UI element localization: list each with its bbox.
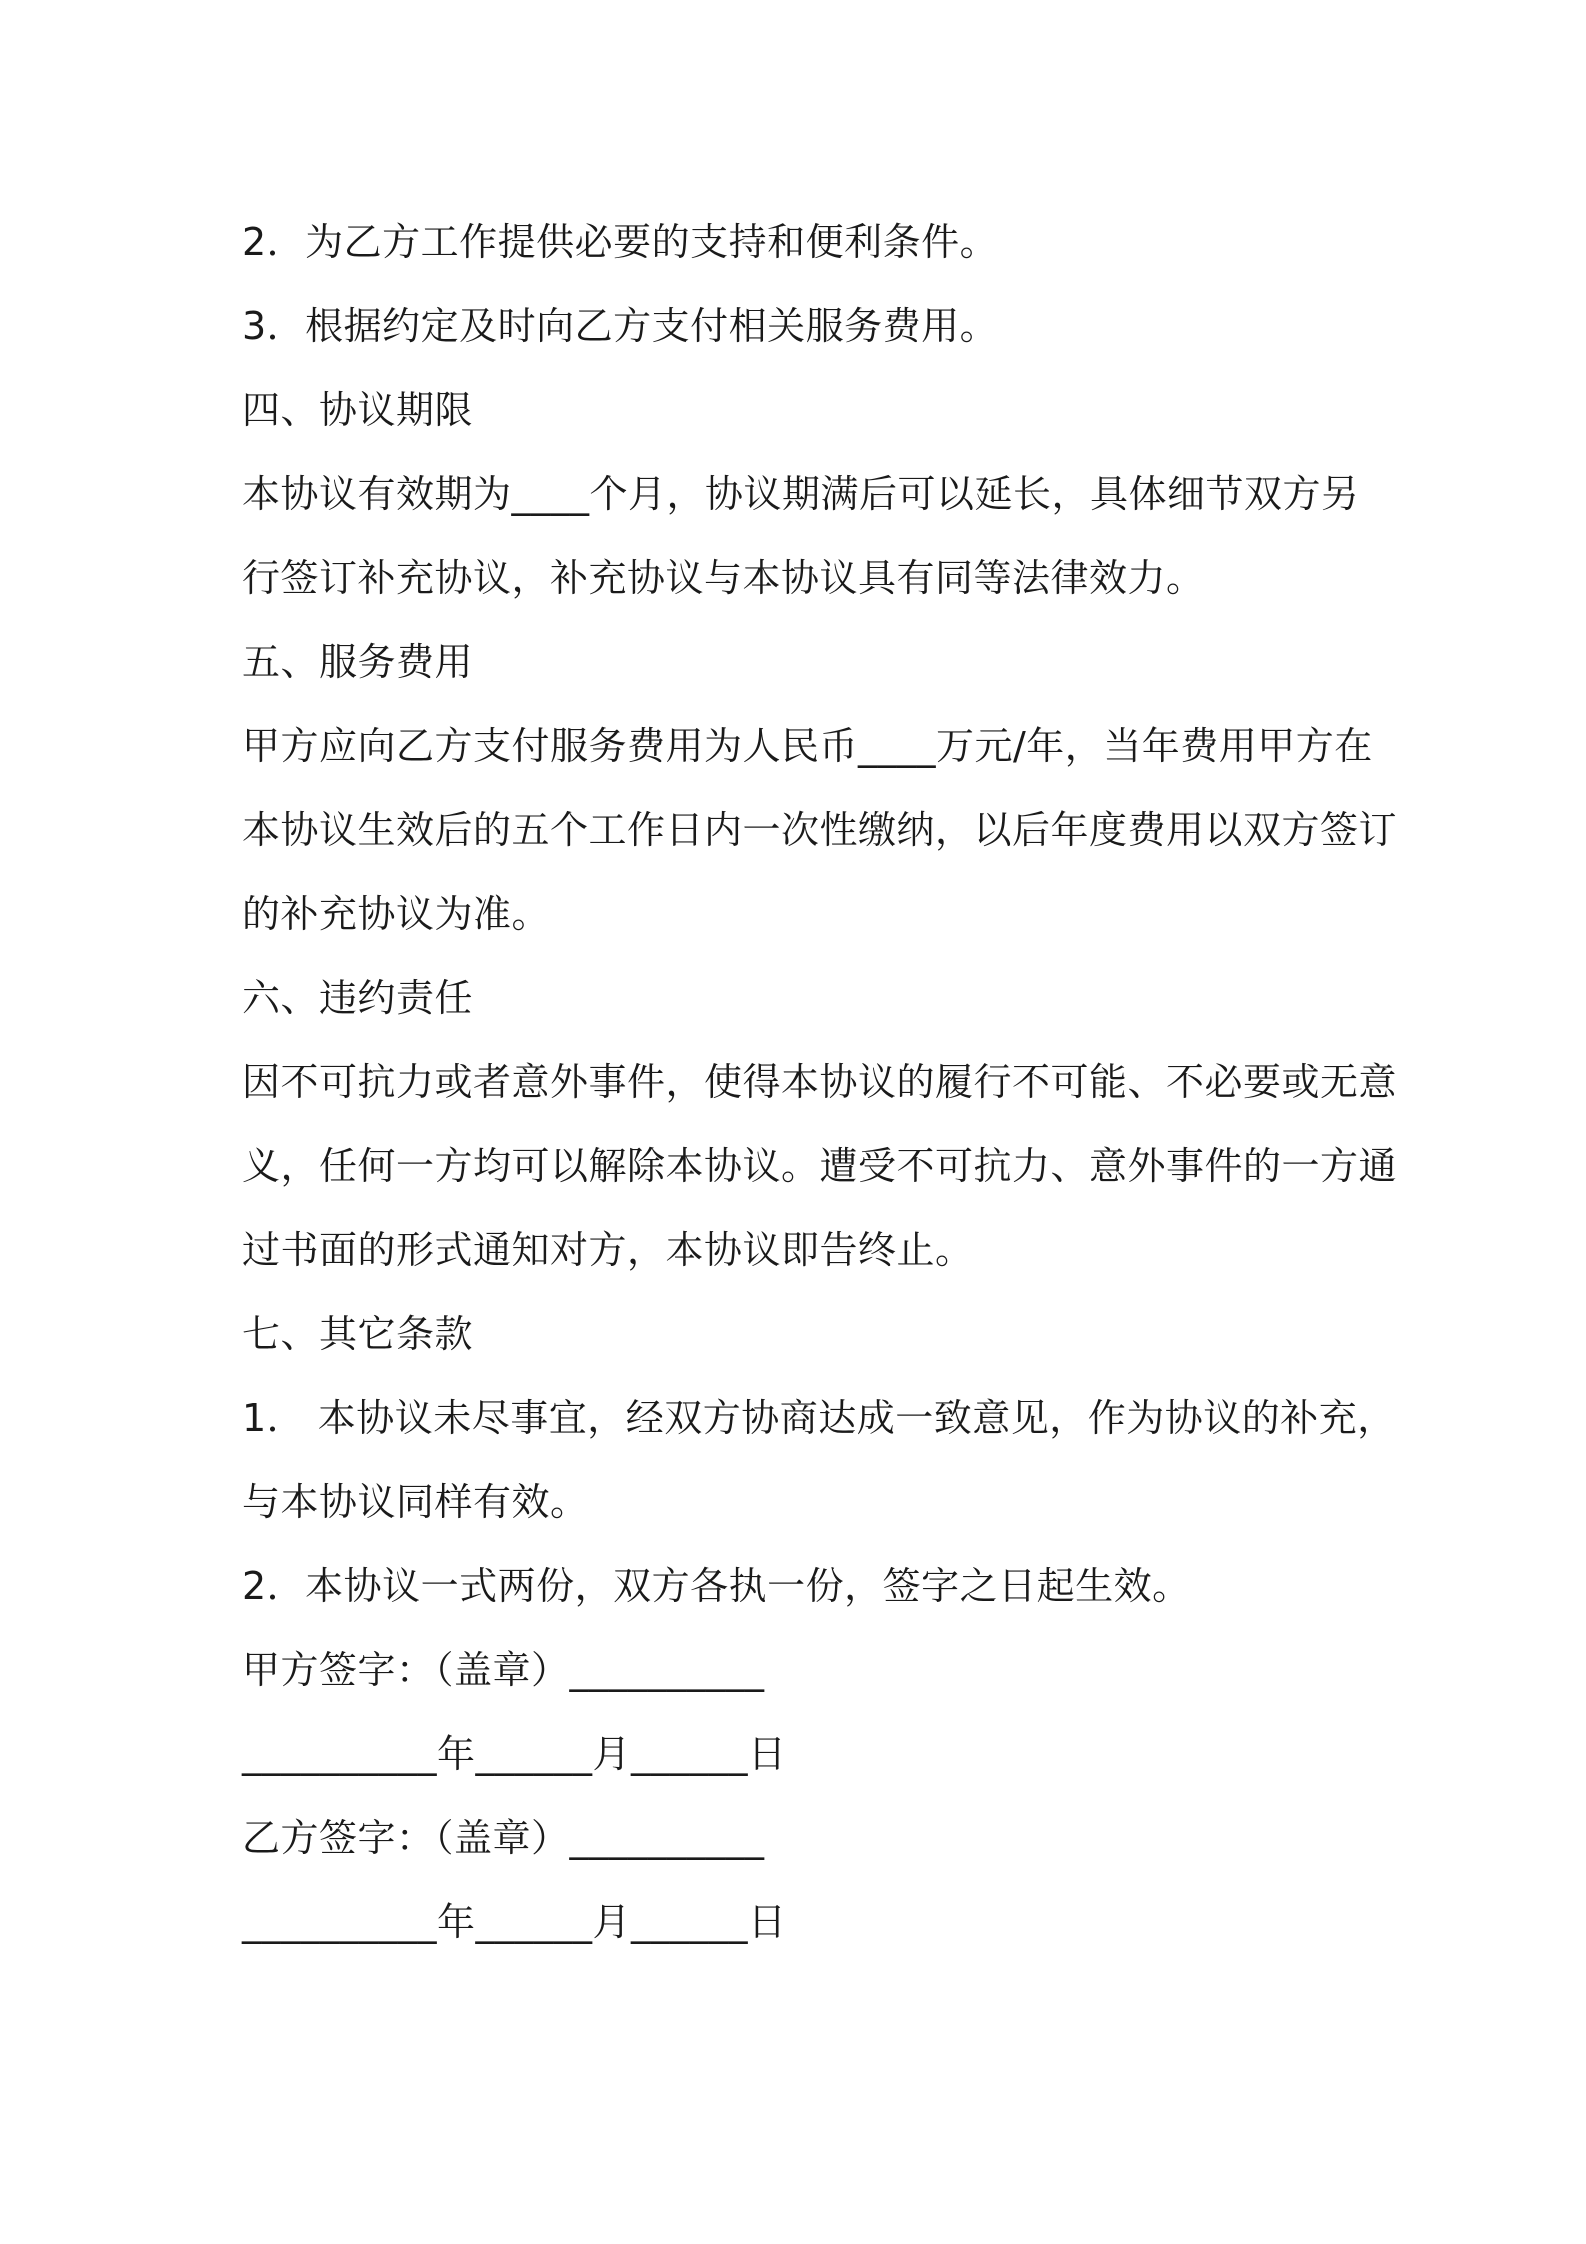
other-item-2: 2．本协议一式两份，双方各执一份，签字之日起生效。 bbox=[242, 1564, 1191, 1608]
fees-paragraph-line-2: 本协议生效后的五个工作日内一次性缴纳，以后年度费用以双方签订 bbox=[242, 808, 1398, 852]
obligation-item-2: 2．为乙方工作提供必要的支持和便利条件。 bbox=[242, 220, 999, 264]
fees-paragraph-line-3: 的补充协议为准。 bbox=[242, 892, 551, 936]
other-item-1-line-2: 与本协议同样有效。 bbox=[242, 1480, 589, 1524]
term-paragraph-line-1: 本协议有效期为____个月，协议期满后可以延长，具体细节双方另 bbox=[242, 472, 1360, 516]
obligation-item-3: 3．根据约定及时向乙方支付相关服务费用。 bbox=[242, 304, 999, 348]
section-heading-fees: 五、服务费用 bbox=[242, 640, 474, 684]
section-heading-other: 七、其它条款 bbox=[242, 1312, 474, 1356]
fees-paragraph-line-1: 甲方应向乙方支付服务费用为人民币____万元/年，当年费用甲方在 bbox=[242, 724, 1373, 768]
term-paragraph-line-2: 行签订补充协议，补充协议与本协议具有同等法律效力。 bbox=[242, 556, 1205, 600]
document-body bbox=[242, 200, 1398, 1964]
liability-paragraph-line-1: 因不可抗力或者意外事件，使得本协议的履行不可能、不必要或无意 bbox=[242, 1060, 1398, 1104]
liability-paragraph-line-2: 义，任何一方均可以解除本协议。遭受不可抗力、意外事件的一方通 bbox=[242, 1144, 1398, 1188]
party-b-signature-line: 乙方签字：（盖章）__________ bbox=[242, 1816, 765, 1860]
other-item-1-line-1: 1． 本协议未尽事宜，经双方协商达成一致意见，作为协议的补充， bbox=[242, 1396, 1396, 1440]
liability-paragraph-line-3: 过书面的形式通知对方，本协议即告终止。 bbox=[242, 1228, 974, 1272]
party-b-date-line: __________年______月______日 bbox=[242, 1900, 787, 1944]
section-heading-liability: 六、违约责任 bbox=[242, 976, 474, 1020]
party-a-date-line: __________年______月______日 bbox=[242, 1732, 787, 1776]
section-heading-term: 四、协议期限 bbox=[242, 388, 474, 432]
party-a-signature-line: 甲方签字：（盖章）__________ bbox=[242, 1648, 765, 1692]
